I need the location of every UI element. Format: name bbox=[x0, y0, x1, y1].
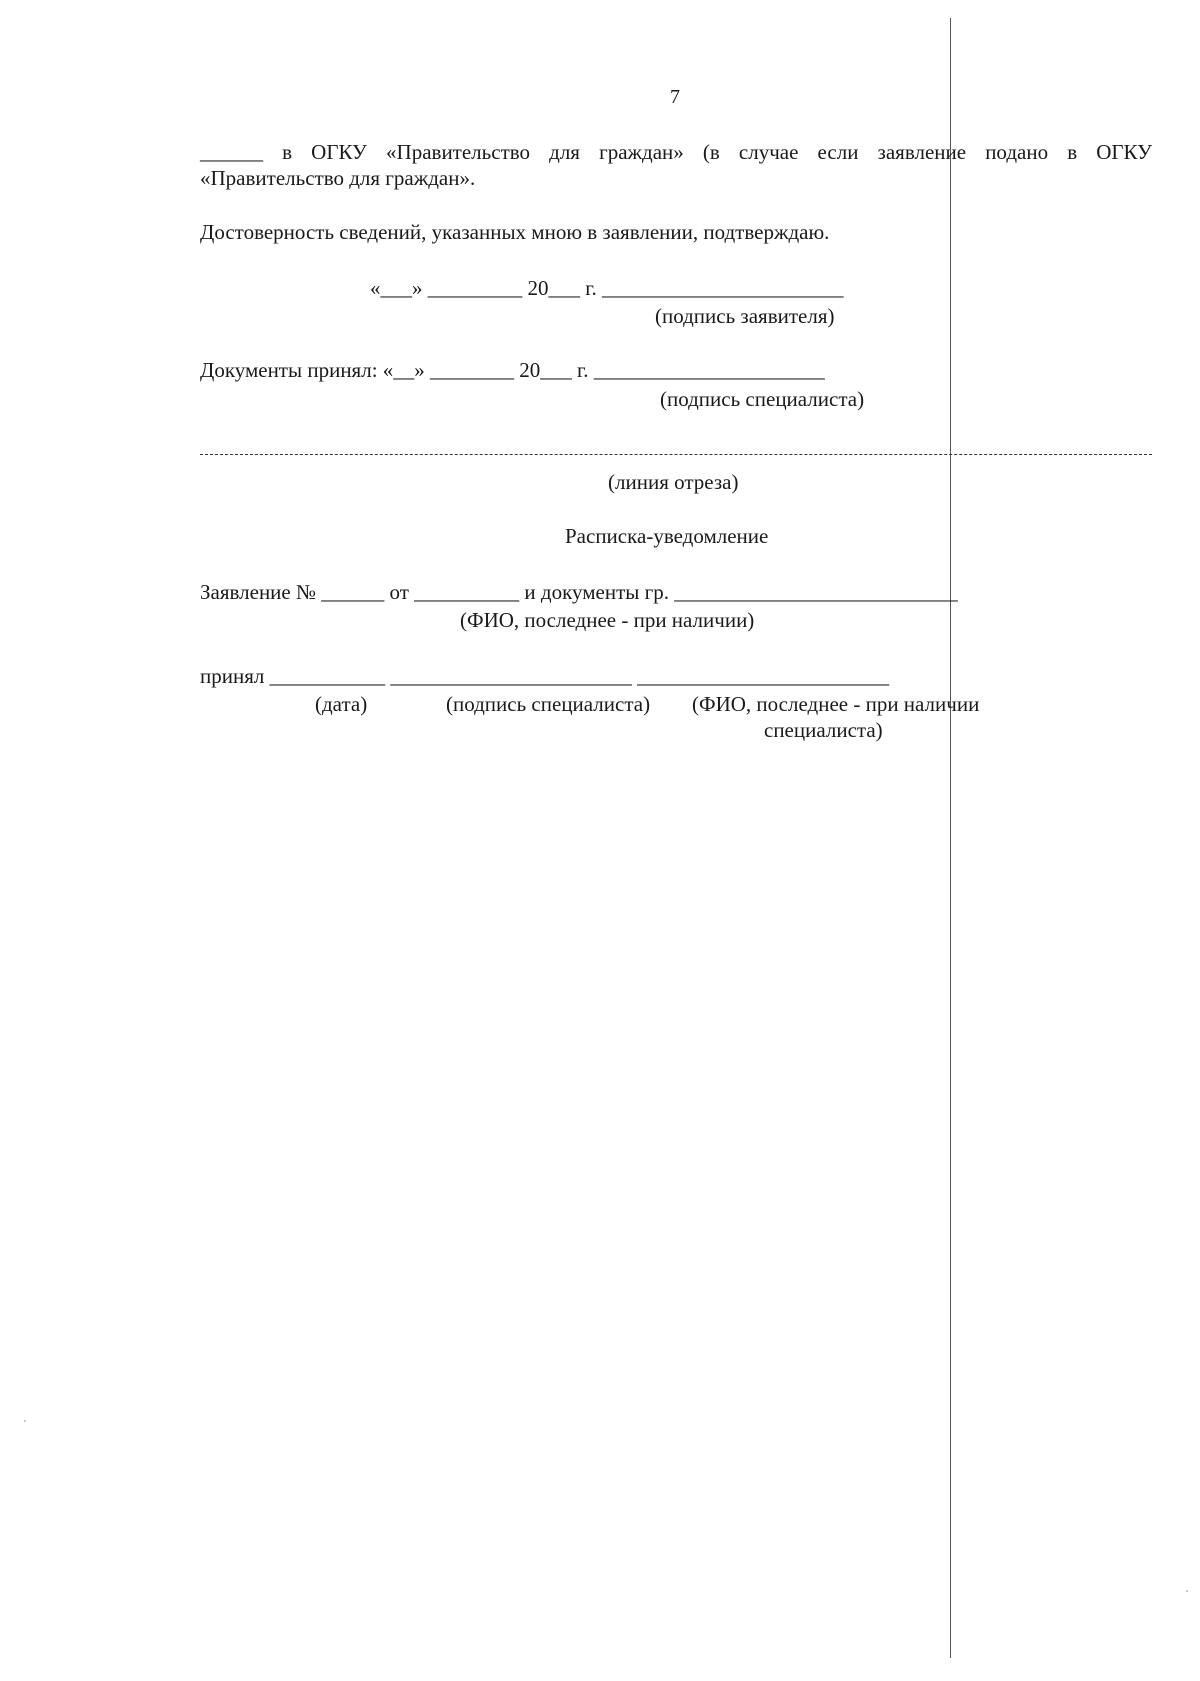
cut-line-caption: (линия отреза) bbox=[608, 470, 739, 494]
documents-accepted-line: Документы принял: «__» ________ 20___ г. ______________________ bbox=[200, 358, 825, 382]
caption-date: (дата) bbox=[315, 692, 368, 716]
caption-signature: (подпись специалиста) bbox=[446, 692, 651, 716]
specialist-signature-caption: (подпись специалиста) bbox=[660, 387, 865, 411]
scan-speck bbox=[24, 1420, 26, 1422]
intro-line-1: ______ в ОГКУ «Правительство для граждан» (в случае если заявление подано в ОГКУ bbox=[200, 140, 1152, 164]
receipt-statement-caption: (ФИО, последнее - при наличии) bbox=[460, 608, 755, 632]
receipt-accepted-line: принял ___________ _______________________ ________________________ bbox=[200, 664, 890, 688]
page-number: 7 bbox=[670, 86, 680, 108]
intro-line-2: «Правительство для граждан». bbox=[200, 166, 476, 190]
cut-line bbox=[200, 454, 1152, 455]
applicant-signature-line: «___» _________ 20___ г. _______________________ bbox=[370, 276, 844, 300]
receipt-statement-line: Заявление № ______ от __________ и документы гр. ___________________________ bbox=[200, 580, 958, 604]
receipt-title: Расписка-уведомление bbox=[565, 524, 769, 548]
caption-fio: (ФИО, последнее - при наличии bbox=[692, 692, 980, 716]
confirmation-text: Достоверность сведений, указанных мною в заявлении, подтверждаю. bbox=[200, 220, 830, 244]
applicant-signature-caption: (подпись заявителя) bbox=[655, 304, 835, 328]
scan-fold-line bbox=[950, 18, 951, 1658]
caption-fio-continued: специалиста) bbox=[764, 718, 883, 742]
scan-speck bbox=[1186, 1590, 1188, 1592]
